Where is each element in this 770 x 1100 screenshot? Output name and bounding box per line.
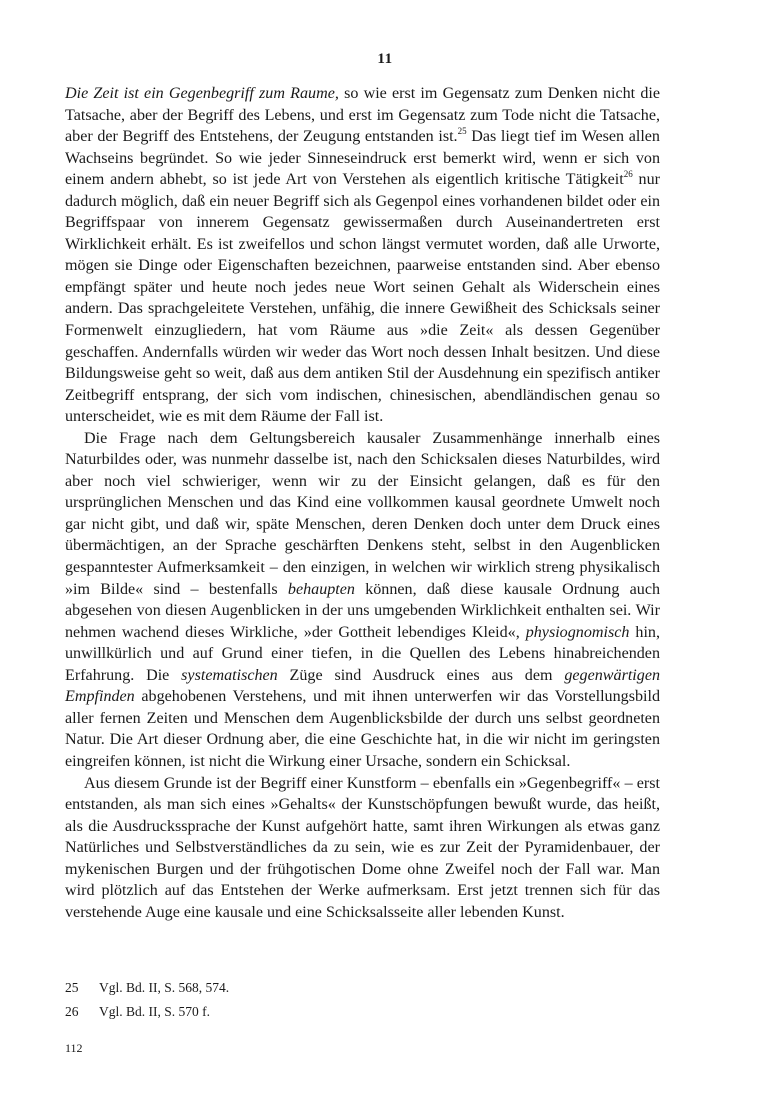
- footnote-text: Vgl. Bd. II, S. 570 f.: [99, 1004, 210, 1019]
- text-run: Züge sind Ausdruck eines aus dem: [277, 666, 565, 684]
- footnote-ref: 25: [457, 126, 467, 137]
- paragraph-2: [65, 428, 660, 773]
- text-run: hin, unwillkürlich und auf Grund einer tiefen, in die Quellen des Lebens hinabreichenden Erfahrung. Die: [65, 623, 660, 684]
- text-run: abgehobenen Verstehens, und mit ihnen unterwerfen wir das Vorstellungsbild aller fernen Zeiten und Menschen dem Augenblicksbilde der durch uns selbst geordneten Natur. Die Art dieser Ordnung aber, die eine Geschichte hat, in die wir nicht im geringsten eingreifen können, ist nicht die Wirkung einer Ursache, sondern ein Schicksal.: [65, 688, 660, 770]
- text-run: so wie erst im Gegensatz zum Denken nicht die Tatsache, aber der Begriff des Lebens, und erst im Gegensatz zum Tode nicht die Tatsache, aber der Begriff des Entstehens, der Zeugung entstanden ist.: [65, 85, 661, 146]
- text-run: Aus diesem Grunde ist der Begriff einer Kunstform – ebenfalls ein »Gegenbegriff« – erst entstanden, als man sich eines »Gehalts« der Kunstschöpfungen bewußt wurde, das heißt, als die Ausdruckssprache der Kunst aufgehört hatte, samt ihren Wirkungen als etwas ganz Natürliches und Selbstverständliches da zu sein, wie es zur Zeit der Pyramidenbauer, der mykenischen Burgen und der frühgotischen Dome ohne Zweifel noch der Fall war. Man wird plötzlich auf das Entstehen der Werke aufmerksam. Erst jetzt trennen sich für das verstehende Auge eine kausale und eine Schicksalsseite aller lebenden Kunst.: [65, 774, 660, 921]
- footnote-25: [65, 976, 665, 1000]
- emphasis-text: physiognomisch: [525, 623, 630, 641]
- footnote-number: 25: [65, 980, 79, 995]
- paragraph-1: [65, 83, 660, 428]
- text-run: können, daß diese kausale Ordnung auch abgesehen von diesen Augenblicken in der uns umgebenden Wirklichkeit enthalten sei. Wir nehmen wachend dieses Wirkliche, »der Gottheit lebendiges Kleid«,: [65, 580, 661, 641]
- text-run: Die Frage nach dem Geltungsbereich kausaler Zusammenhänge innerhalb eines Naturbildes oder, was nunmehr dasselbe ist, nach den Schicksalen dieses Naturbildes, wird aber noch viel schwieriger, wenn wir zu der Einsicht gelangen, daß es für den ursprünglichen Menschen und das Kind eine vollkommen kausal geordnete Umwelt noch gar nicht gibt, und daß wir, späte Menschen, deren Denken doch unter dem Druck eines übermächtigen, an der Sprache geschärften Denkens steht, selbst in den Augenblicken gespanntester Aufmerksamkeit – den einzigen, in welchen wir wirklich streng physikalisch »im Bilde« sind – bestenfalls: [65, 429, 660, 598]
- footnote-ref: 26: [623, 169, 633, 180]
- footnote-number: 26: [65, 1004, 79, 1019]
- emphasis-text: Die Zeit ist ein Gegenbegriff zum Raume,: [65, 85, 339, 102]
- header-page-number: 11: [377, 51, 393, 67]
- text-run: nur dadurch möglich, daß ein neuer Begriff sich als Gegenpol eines vorhandenen bildet oder ein Begriffspaar von innerem Gegensatz gewissermaßen durch Auseinandertreten erst Wirklichkeit erhält. Es ist zweifellos und schon längst vermutet worden, daß alle Urworte, mögen sie Dinge oder Eigenschaften bezeichnen, paarweise entstanden sind. Aber ebenso empfängt später und heute noch jedes neue Wort seinen Gehalt als Widerschein eines andern. Das sprachgeleitete Verstehen, unfähig, die innere Gewißheit des Schicksals seiner Formenwelt einzugliedern, hat vom Räume aus »die Zeit« als dessen Gegenüber geschaffen. Andernfalls würden wir weder das Wort noch dessen Inhalt besitzen. Und diese Bildungsweise geht so weit, daß aus dem antiken Stil der Ausdehnung ein spezifisch antiker Zeitbegriff entsprang, der sich vom indischen, chinesischen, abendländischen genau so unterscheidet, wie es mit dem Räume der Fall ist.: [65, 171, 660, 426]
- paragraph-3: [65, 773, 660, 924]
- emphasis-text: behaupten: [287, 580, 355, 598]
- footnote-text: Vgl. Bd. II, S. 568, 574.: [99, 980, 230, 995]
- text-run: Das liegt tief im Wesen allen Wachseins begründet. So wie jeder Sinneseindruck erst bemerkt wird, wenn er sich von einem andern abhebt, so ist jede Art von Verstehen als eigentlich kritische Tätigkeit: [65, 128, 660, 189]
- footnote-26: [65, 1000, 665, 1024]
- main-text: [65, 83, 660, 923]
- footnotes: [65, 976, 665, 1024]
- emphasis-text: systematischen: [181, 666, 278, 684]
- emphasis-text: gegenwärtigen Empfinden: [65, 666, 661, 706]
- footer-page-number: 112: [65, 1041, 83, 1055]
